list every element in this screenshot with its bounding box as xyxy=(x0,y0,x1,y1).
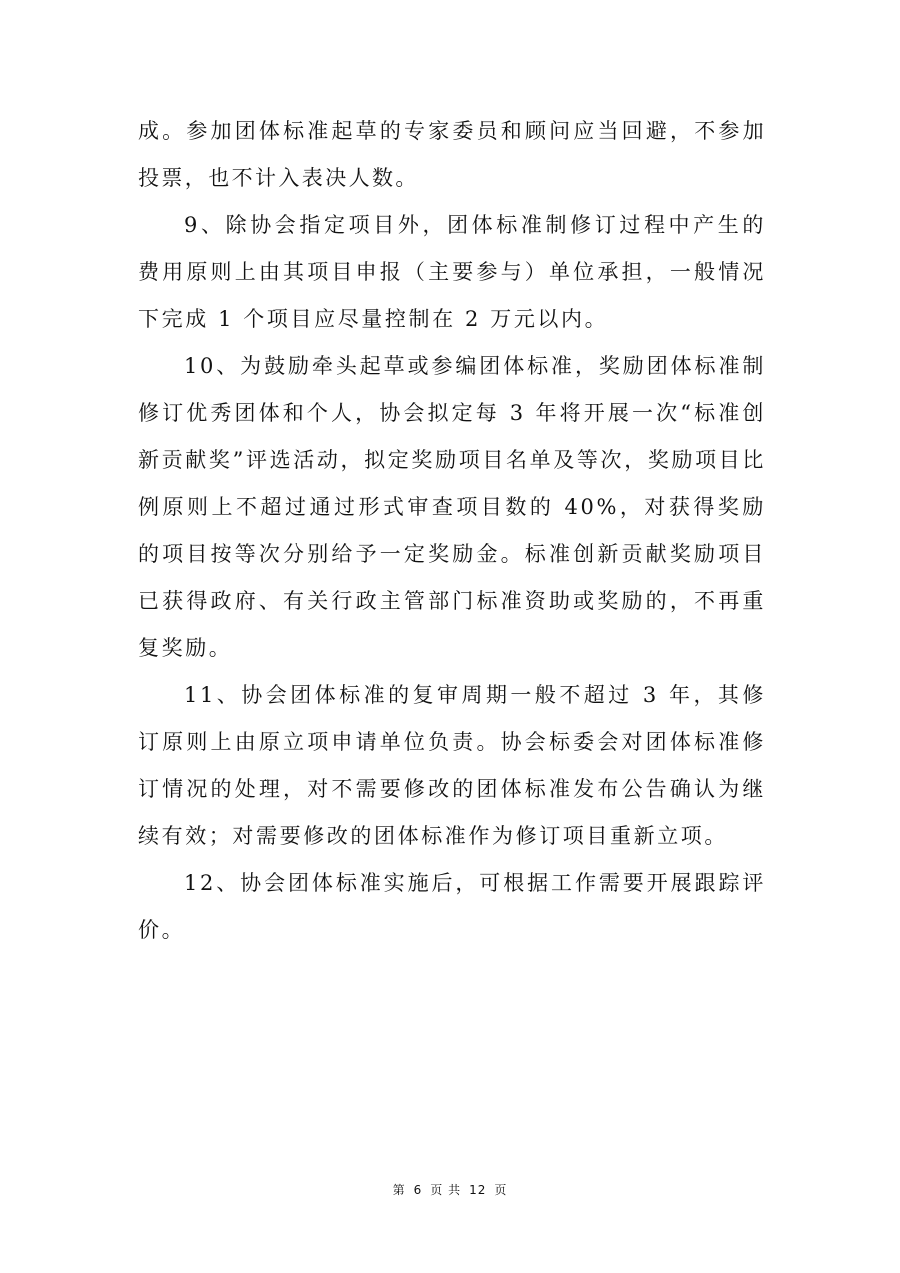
page-footer xyxy=(0,1181,900,1198)
footer-current-page: 6 xyxy=(413,1183,423,1197)
footer-suffix: 页 xyxy=(494,1183,508,1197)
paragraph-item-9: 9、除协会指定项目外，团体标准制修订过程中产生的费用原则上由其项目申报（主要参与）单位承担，一般情况下完成 1 个项目应尽量控制在 2 万元以内。 xyxy=(138,213,766,331)
paragraph-item-12: 12、协会团体标准实施后，可根据工作需要开展跟踪评价。 xyxy=(138,871,766,942)
paragraph-item-10: 10、为鼓励牵头起草或参编团体标准，奖励团体标准制修订优秀团体和个人，协会拟定每 3 年将开展一次“标准创新贡献奖”评选活动，拟定奖励项目名单及等次，奖励项目比例原则上不超过通过形式审查项目数的 40%，对获得奖励的项目按等次分别给予一定奖励金。标准创新贡献奖励项目已获得政府、有关行政主管部门标准资助或奖励的，不再重复奖励。 xyxy=(138,354,766,660)
document-body xyxy=(138,108,766,954)
paragraph-continuation: 成。参加团体标准起草的专家委员和顾问应当回避，不参加投票，也不计入表决人数。 xyxy=(138,119,766,190)
footer-total-pages: 12 xyxy=(469,1183,487,1197)
footer-prefix: 第 xyxy=(392,1183,406,1197)
footer-middle: 页 共 xyxy=(430,1183,462,1197)
paragraph-item-11: 11、协会团体标准的复审周期一般不超过 3 年，其修订原则上由原立项申请单位负责。协会标委会对团体标准修订情况的处理，对不需要修改的团体标准发布公告确认为继续有效；对需要修改的团体标准作为修订项目重新立项。 xyxy=(138,683,766,848)
